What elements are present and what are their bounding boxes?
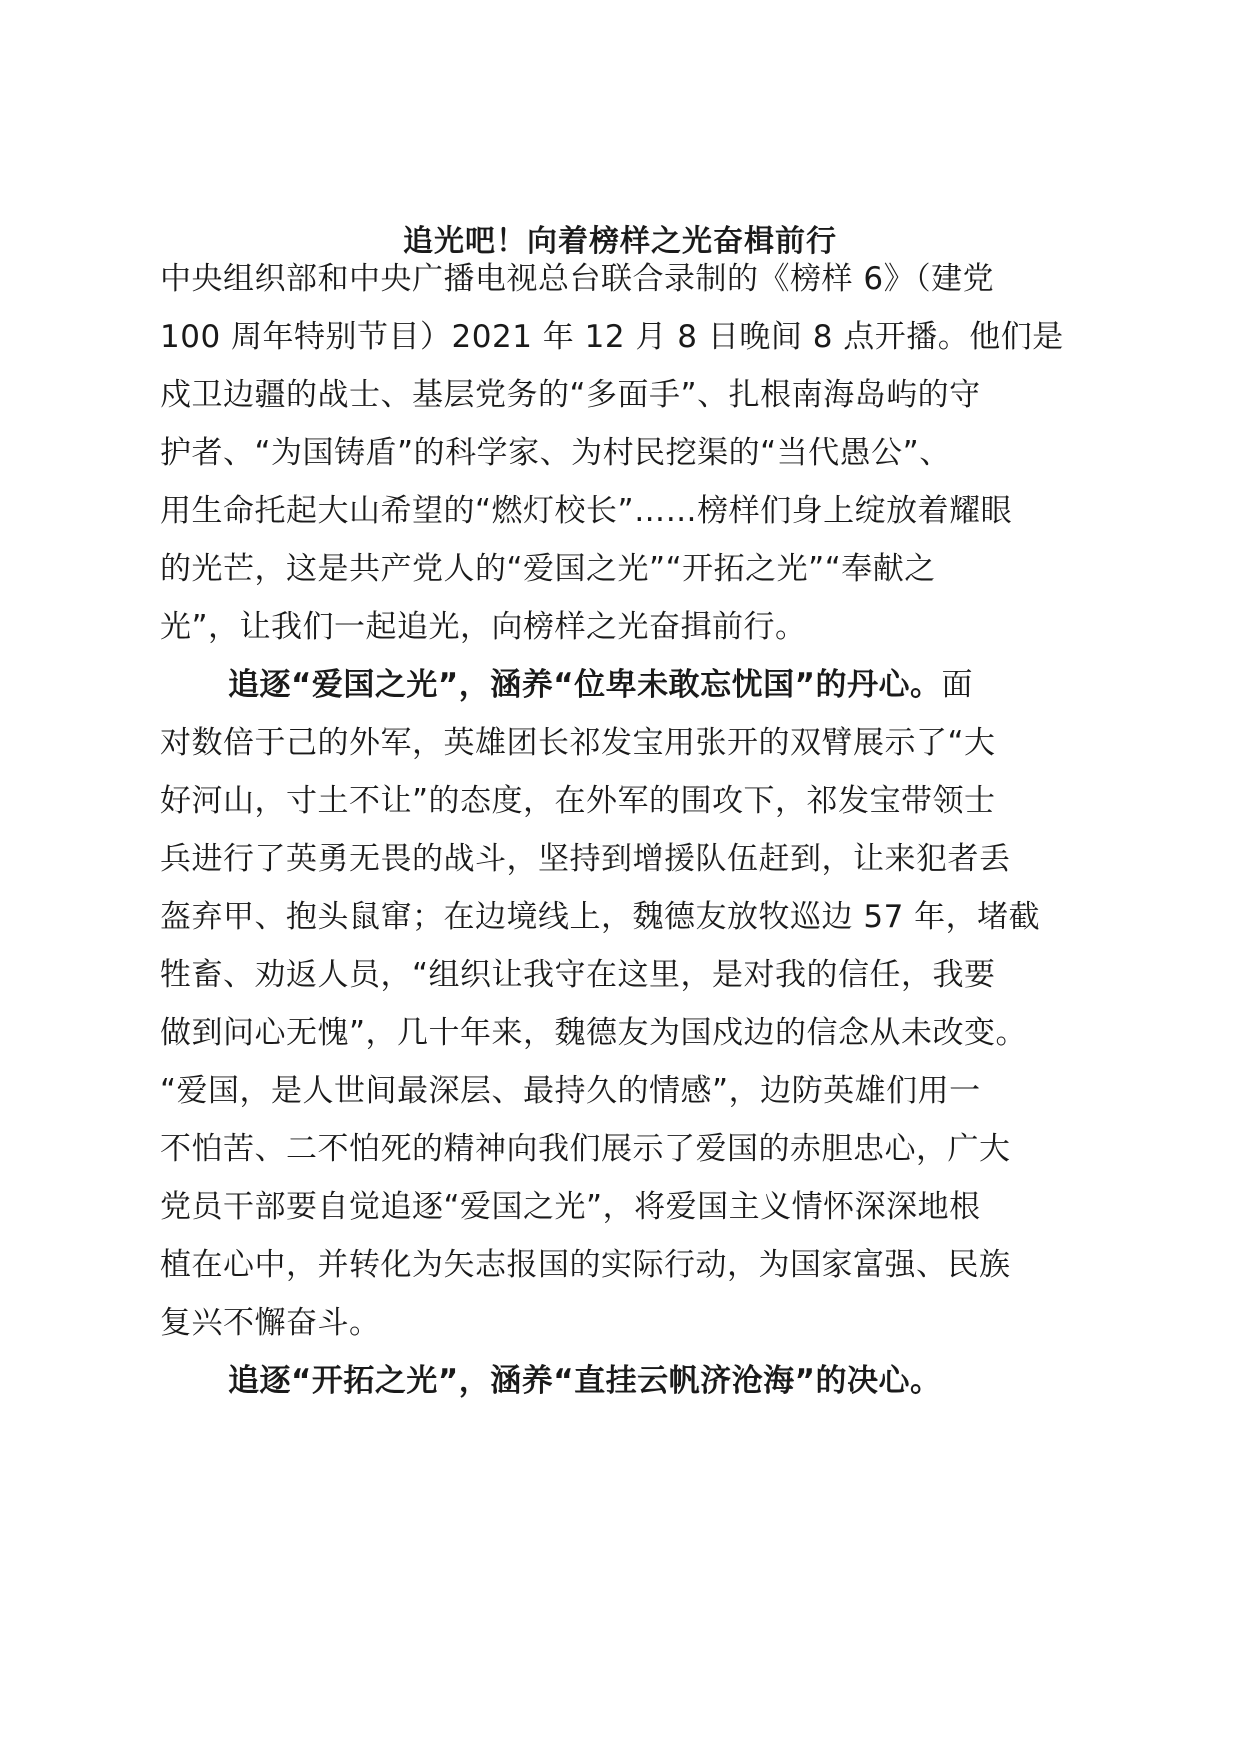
intro-line: 100 周年特别节目）2021 年 12 月 8 日晚间 8 点开播。他们是 <box>160 319 1064 355</box>
intro-line: 中央组织部和中央广播电视总台联合录制的《榜样 6》（建党 <box>160 261 995 297</box>
section1-first-line <box>228 663 1168 707</box>
section1-line: 牲畜、劝返人员，“组织让我守在这里，是对我的信任，我要 <box>160 957 996 993</box>
section1-line: 盔弃甲、抱头鼠窜；在边境线上，魏德友放牧巡边 57 年，堵截 <box>160 899 1041 935</box>
intro-line: 光”，让我们一起追光，向榜样之光奋揖前行。 <box>160 609 807 645</box>
section1-line: 做到问心无愧”，几十年来，魏德友为国戍边的信念从未改变。 <box>160 1015 1028 1051</box>
intro-line: 戍卫边疆的战士、基层党务的“多面手”、扎根南海岛屿的守 <box>160 377 981 413</box>
section1-line: “爱国，是人世间最深层、最持久的情感”，边防英雄们用一 <box>160 1073 981 1109</box>
section1-line: 不怕苦、二不怕死的精神向我们展示了爱国的赤胆忠心，广大 <box>160 1131 1011 1167</box>
section1-line: 党员干部要自觉追逐“爱国之光”，将爱国主义情怀深深地根 <box>160 1189 981 1225</box>
section1-line: 复兴不懈奋斗。 <box>160 1305 381 1341</box>
section1-line: 兵进行了英勇无畏的战斗，坚持到增援队伍赶到，让来犯者丢 <box>160 841 1011 877</box>
section1-heading: 追逐“爱国之光”，涵养“位卑未敢忘忧国”的丹心。 <box>228 667 942 703</box>
intro-line: 护者、“为国铸盾”的科学家、为村民挖渠的“当代愚公”、 <box>160 435 951 471</box>
section1-line: 好河山，寸土不让”的态度，在外军的围攻下，祁发宝带领士 <box>160 783 996 819</box>
intro-line: 的光芒，这是共产党人的“爱国之光”“开拓之光”“奉献之 <box>160 551 936 587</box>
intro-line: 用生命托起大山希望的“燃灯校长”……榜样们身上绽放着耀眼 <box>160 493 1013 529</box>
section1-first-line-tail: 面 <box>941 667 973 703</box>
section1-line: 对数倍于己的外军，英雄团长祁发宝用张开的双臂展示了“大 <box>160 725 996 761</box>
section1-line: 植在心中，并转化为矢志报国的实际行动，为国家富强、民族 <box>160 1247 1011 1283</box>
document-title: 追光吧！向着榜样之光奋楫前行 <box>403 224 837 259</box>
section2-heading: 追逐“开拓之光”，涵养“直挂云帆济沧海”的决心。 <box>228 1363 942 1399</box>
